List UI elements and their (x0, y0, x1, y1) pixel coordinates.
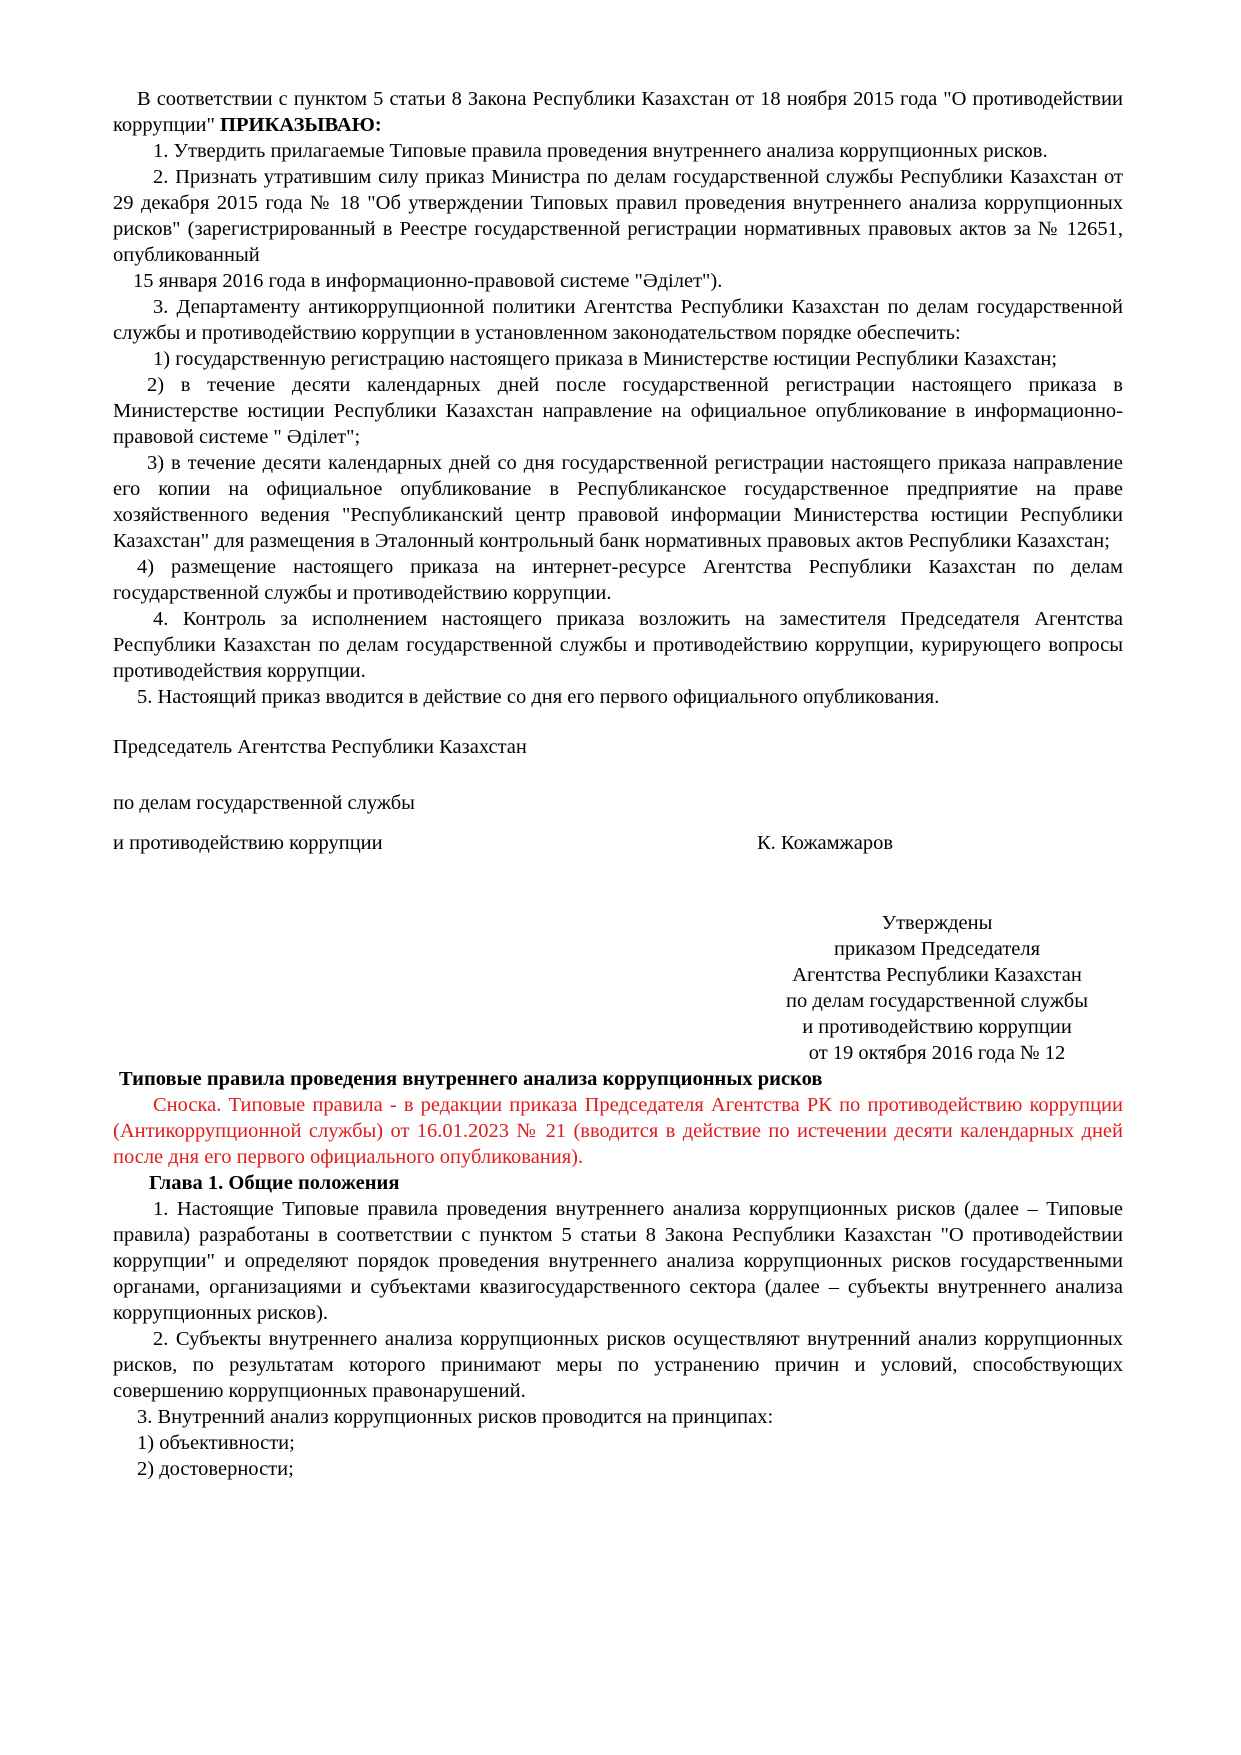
approval-stamp-text (759, 910, 1115, 1066)
rules-principle-1: 1) объективности; (137, 1432, 295, 1454)
order-item-3-2: 2) в течение десяти календарных дней после государственной регистрации настоящего приказа в Министерстве юстиции Республики Казахстан направление на официальное опубликование в информационно-правовой системе " Әділет"; (113, 374, 1123, 448)
order-item-2-publication: 15 января 2016 года в информационно-правовой системе "Әділет"). (133, 270, 723, 292)
rules-footnote: Сноска. Типовые правила - в редакции приказа Председателя Агентства РК по противодействию коррупции (Антикоррупционной службы) от 16.01.2023 № 21 (вводится в действие по истечении десяти календарных дней после дня его первого официального опубликования). (113, 1094, 1123, 1168)
approved-line-2: приказом Председателя (833, 938, 1041, 960)
approved-line-4: по делам государственной службы (786, 990, 1088, 1012)
rules-paragraph-3: 3. Внутренний анализ коррупционных рисков проводится на принципах: (137, 1406, 774, 1428)
document-page (113, 86, 1123, 1482)
preamble-paragraph (113, 86, 1123, 138)
order-item-5: 5. Настоящий приказ вводится в действие со дня его первого официального опубликования. (137, 686, 940, 708)
preamble-order-word: ПРИКАЗЫВАЮ: (220, 114, 382, 136)
signature-block (113, 734, 1123, 856)
rules-title: Типовые правила проведения внутреннего анализа коррупционных рисков (119, 1068, 823, 1090)
order-item-1: 1. Утвердить прилагаемые Типовые правила проведения внутреннего анализа коррупционных рисков. (153, 140, 1048, 162)
signature-line-1: Председатель Агентства Республики Казахстан (113, 736, 527, 758)
rules-principle-2: 2) достоверности; (137, 1458, 294, 1480)
approved-line-6: от 19 октября 2016 года № 12 (808, 1042, 1066, 1064)
signature-line-3-text: и противодействию коррупции (113, 832, 383, 854)
approved-line-5: и противодействию коррупции (802, 1016, 1072, 1038)
order-item-3-3: 3) в течение десяти календарных дней со дня государственной регистрации настоящего приказа направление его копии на официальное опубликование в Республиканское государственное предприятие на праве хозяйственного ведения "Республиканский центр правовой информации Министерства юстиции Республики Казахстан" для размещения в Эталонный контрольный банк нормативных правовых актов Республики Казахстан; (113, 452, 1123, 552)
signatory-name: К. Кожамжаров (757, 832, 893, 854)
signature-line-2: по делам государственной службы (113, 792, 415, 814)
order-item-3-1: 1) государственную регистрацию настоящего приказа в Министерстве юстиции Республики Казахстан; (153, 348, 1058, 370)
order-item-3: 3. Департаменту антикоррупционной политики Агентства Республики Казахстан по делам государственной службы и противодействию коррупции в установленном законодательством порядке обеспечить: (113, 296, 1123, 344)
approved-line-3: Агентства Республики Казахстан (792, 964, 1082, 986)
order-item-3-4: 4) размещение настоящего приказа на интернет-ресурсе Агентства Республики Казахстан по делам государственной службы и противодействию коррупции. (113, 556, 1123, 604)
rules-paragraph-2: 2. Субъекты внутреннего анализа коррупционных рисков осуществляют внутренний анализ коррупционных рисков, по результатам которого принимают меры по устранению причин и условий, способствующих совершению коррупционных правонарушений. (113, 1328, 1123, 1402)
signature-line-3 (113, 830, 1123, 856)
order-item-2: 2. Признать утратившим силу приказ Министра по делам государственной службы Республики Казахстан от 29 декабря 2015 года № 18 "Об утверждении Типовых правил проведения внутреннего анализа коррупционных рисков" (зарегистрированный в Реестре государственной регистрации нормативных правовых актов за № 12651, опубликованный (113, 166, 1123, 266)
chapter-1-title: Глава 1. Общие положения (149, 1172, 400, 1194)
rules-paragraph-1: 1. Настоящие Типовые правила проведения внутреннего анализа коррупционных рисков (далее – Типовые правила) разработаны в соответствии с пунктом 5 статьи 8 Закона Республики Казахстан "О противодействии коррупции" и определяют порядок проведения внутреннего анализа коррупционных рисков государственными органами, организациями и субъектами квазигосударственного сектора (далее – субъекты внутреннего анализа коррупционных рисков). (113, 1198, 1123, 1324)
preamble-text: В соответствии с пунктом 5 статьи 8 Закона Республики Казахстан от 18 ноября 2015 года "О противодействии коррупции" (113, 88, 1123, 136)
order-item-4: 4. Контроль за исполнением настоящего приказа возложить на заместителя Председателя Агентства Республики Казахстан по делам государственной службы и противодействию коррупции, курирующего вопросы противодействия коррупции. (113, 608, 1123, 682)
approved-line-1: Утверждены (881, 912, 993, 934)
